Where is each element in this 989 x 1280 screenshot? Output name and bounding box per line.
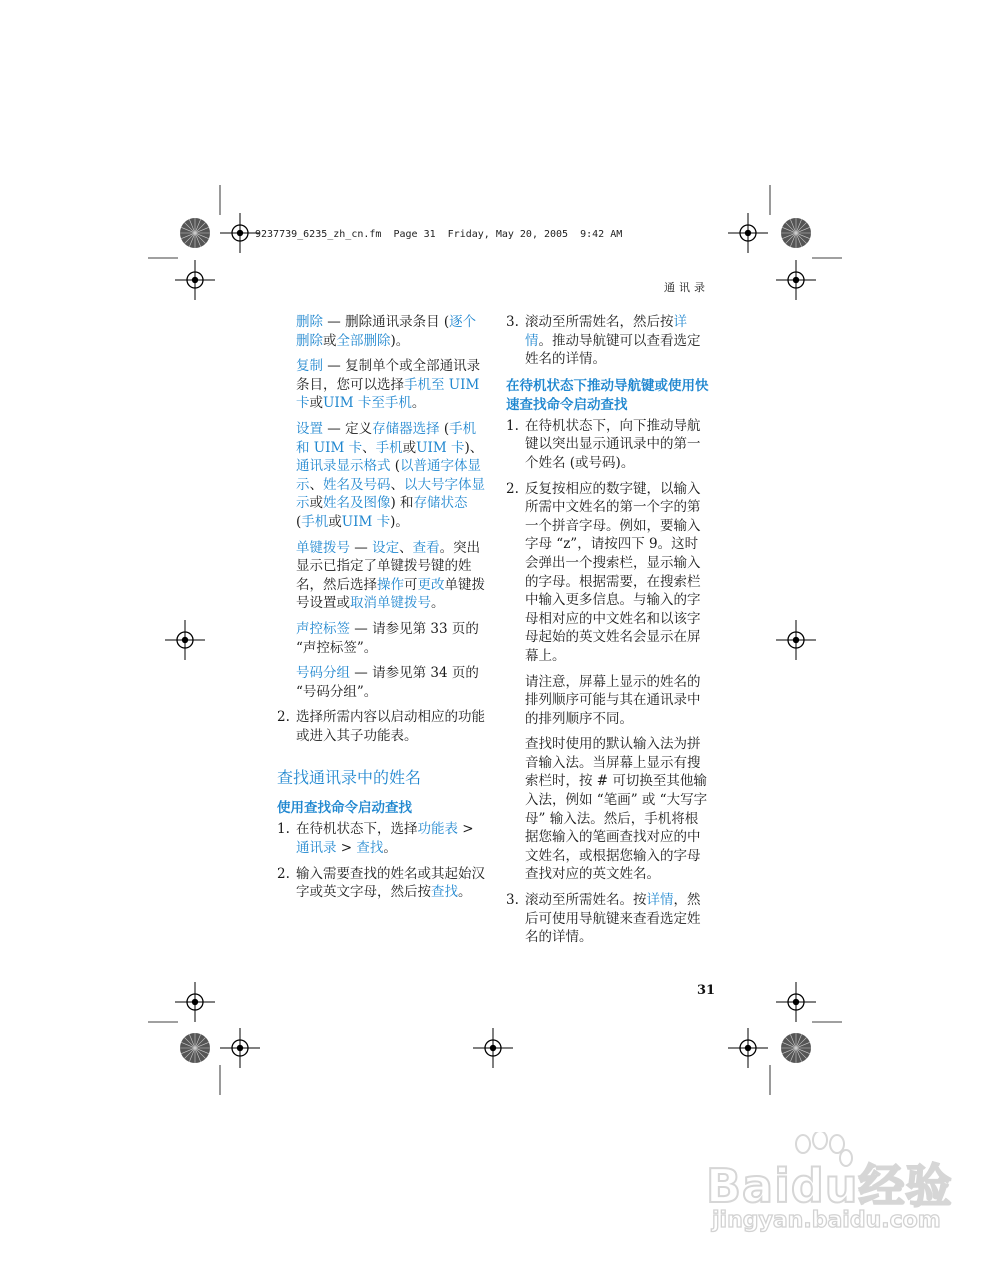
left-column <box>277 313 487 902</box>
list-item: 2. 输入需要查找的姓名或其起始汉字或英文字母，然后按查找。 <box>277 865 485 901</box>
list-item: 3. 滚动至所需姓名，然后按详情。推动导航键可以查看选定姓名的详情。 <box>506 314 701 368</box>
delete-term: 删除 <box>296 314 323 330</box>
page-number: 31 <box>697 983 716 998</box>
list-item: 2. 选择所需内容以启动相应的功能或进入其子功能表。 <box>277 709 485 744</box>
copy-term: 复制 <box>296 358 323 375</box>
watermark-brand: Baidu经验 <box>706 1159 953 1213</box>
copy-entry: 复制 — 复制单个或全部通讯录条目，您可以选择手机至 UIM 卡或UIM 卡至手机。 <box>296 358 481 412</box>
running-title: 通讯录 <box>664 281 709 294</box>
note-paragraph: 请注意，屏幕上显示的姓名的排列顺序可能与其在通讯录中的排列顺序不同。 <box>525 673 701 727</box>
list-item: 1. 在待机状态下，选择功能表 > 通讯录 > 查找。 <box>277 821 474 857</box>
section-title: 查找通讯录中的姓名 <box>277 768 422 788</box>
settings-term: 设置 <box>296 420 323 437</box>
note-paragraph: 查找时使用的默认输入法为拼音输入法。当屏幕上显示有搜索栏时，按 # 可切换至其他输入法，例如 “笔画” 或 “大写字母” 输入法。然后，手机将根据您输入的笔画查找对应的中文姓名，或根据您输入的字母查找对应的英文姓名。 <box>525 736 708 883</box>
file-info-header: 9237739_6235_zh_cn.fm Page 31 Friday, May 20, 2005 9:42 AM <box>255 229 623 240</box>
right-column <box>506 313 711 947</box>
list-item: 2. 反复按相应的数字键，以输入所需中文姓名的第一个字的第一个拼音字母。例如，要输入字母 “z”，请按四下 9。这时会弹出一个搜索栏，显示输入的字母。根据需要，在搜索栏中输入更多信息。与输入的字母相对应的中文姓名和以该字母起始的英文姓名会显示在屏幕上。 <box>506 480 701 664</box>
subsection-title: 在待机状态下推动导航键或使用快速查找命令启动查找 <box>506 377 709 413</box>
watermark-url: jingyan.baidu.com <box>712 1208 941 1233</box>
speed-dial-entry: 单键拨号 — 设定、查看。突出显示已指定了单键拨号键的姓名，然后选择操作可更改单键拨号设置或取消单键拨号。 <box>296 539 485 612</box>
delete-entry: 删除 — 删除通讯录条目 (逐个删除或全部删除)。 <box>296 314 477 349</box>
list-item: 3. 滚动至所需姓名。按详情，然后可使用导航键来查看选定姓名的详情。 <box>506 892 701 946</box>
groups-entry: 号码分组 — 请参见第 34 页的 “号码分组”。 <box>296 665 479 700</box>
settings-entry: 设置 — 定义存储器选择 (手机和 UIM 卡、手机或UIM 卡)、通讯录显示格式 (以普通字体显示、姓名及号码、以大号字体显示或姓名及图像) 和存储状态 (手机或UIM 卡)。 <box>296 420 485 530</box>
speed-dial-term: 单键拨号 <box>296 539 350 556</box>
groups-term: 号码分组 <box>296 665 350 682</box>
voice-tags-term: 声控标签 <box>296 620 350 637</box>
subsection-title: 使用查找命令启动查找 <box>277 800 412 817</box>
voice-tags-entry: 声控标签 — 请参见第 33 页的 “声控标签”。 <box>296 620 479 656</box>
list-item: 1. 在待机状态下，向下推动导航键以突出显示通讯录中的第一个姓名 (或号码)。 <box>506 417 701 471</box>
